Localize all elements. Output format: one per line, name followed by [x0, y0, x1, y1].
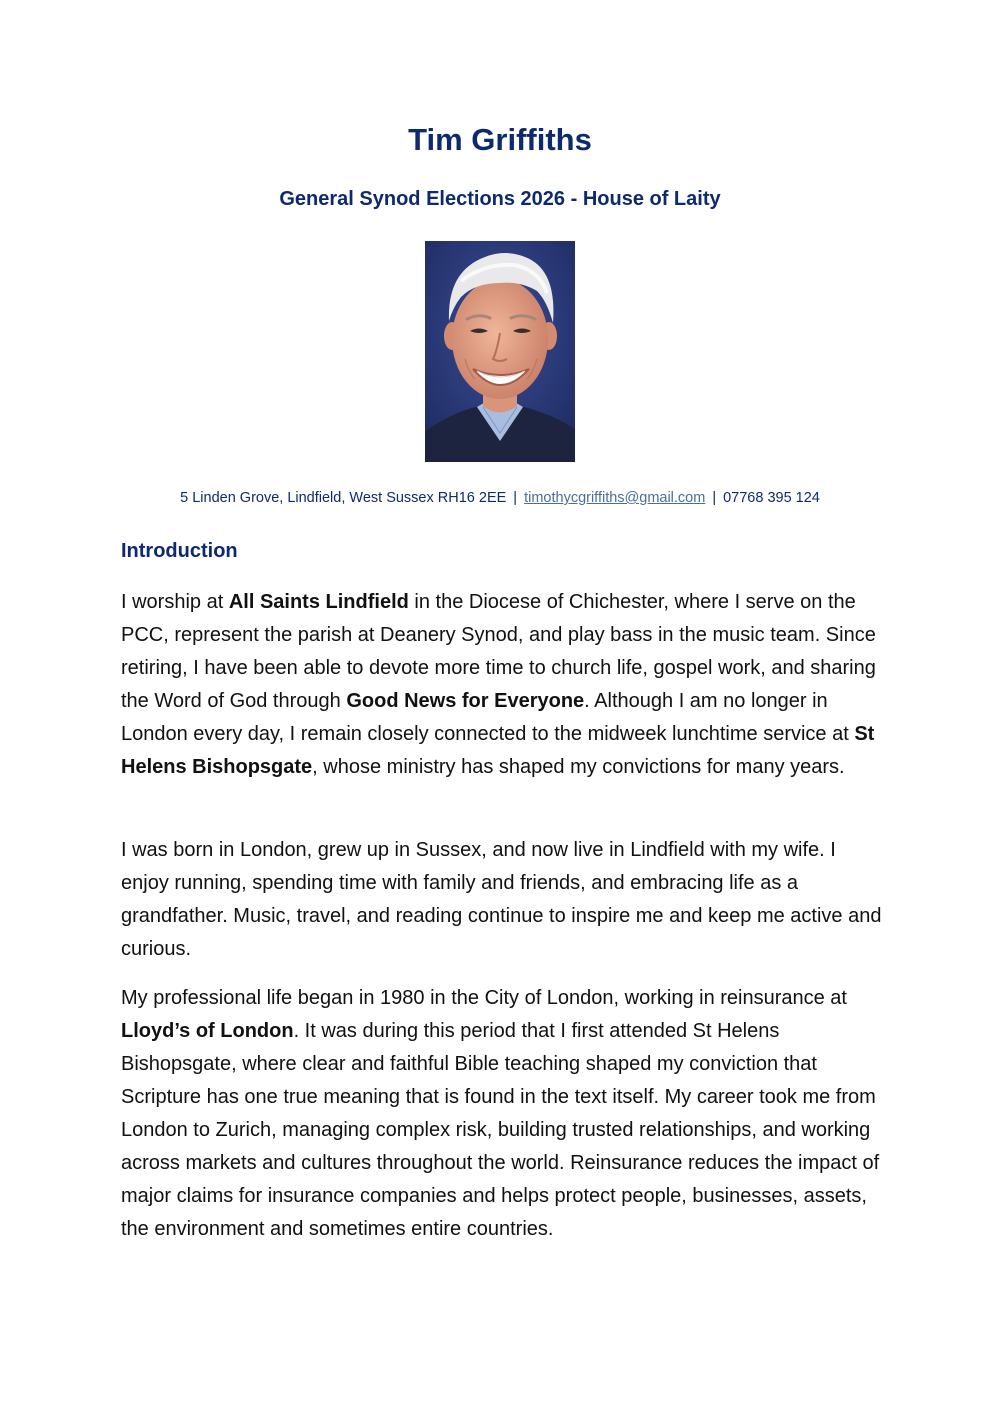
paragraph-text: My professional life began in 1980 in the City of London, working in reinsurance at — [121, 987, 847, 1009]
candidate-portrait — [425, 241, 575, 462]
church-name-emphasis: All Saints Lindfield — [228, 591, 409, 613]
introduction-paragraph-3 — [121, 982, 886, 1246]
phone-number: 07768 395 124 — [723, 490, 820, 506]
introduction-heading: Introduction — [121, 540, 238, 562]
introduction-paragraph-1 — [121, 586, 886, 784]
election-subtitle: General Synod Elections 2026 - House of Laity — [279, 188, 721, 210]
paragraph-text: , whose ministry has shaped my convictions for many years. — [312, 756, 845, 778]
contact-line — [0, 488, 1000, 508]
paragraph-text: . It was during this period that I first attended St Helens Bishopsgate, where clear and faithful Bible teaching shaped my conviction that Scripture has one true meaning that is found in the text itself. My career took me from London to Zurich, managing complex risk, building trusted relationships, and working across markets and cultures throughout the world. Reinsurance reduces the impact of major claims for insurance companies and helps protect people, businesses, assets, the environment and sometimes entire countries. — [121, 1020, 880, 1240]
email-link[interactable]: timothycgriffiths@gmail.com — [524, 490, 706, 506]
candidate-name: Tim Griffiths — [408, 122, 592, 157]
church-name-emphasis: St Helens Bishopsgate — [121, 723, 875, 778]
employer-name-emphasis: Lloyd’s of London — [121, 1020, 294, 1042]
paragraph-text: I worship at — [121, 591, 229, 613]
contact-separator: | — [712, 490, 717, 506]
paragraph-text: in the Diocese of Chichester, where I serve on the PCC, represent the parish at Deanery Synod, and play bass in the music team. Since retiring, I have been able to devote more time to church life, gospel work, and sharing the Word of God through — [121, 591, 876, 712]
paragraph-text: . Although I am no longer in London every day, I remain closely connected to the midweek lunchtime service at — [121, 690, 855, 745]
ministry-name-emphasis: Good News for Everyone — [346, 690, 585, 712]
contact-separator: | — [513, 490, 518, 506]
postal-address: 5 Linden Grove, Lindfield, West Sussex RH16 2EE — [180, 490, 507, 506]
introduction-paragraph-2: I was born in London, grew up in Sussex, and now live in Lindfield with my wife. I enjoy running, spending time with family and friends, and embracing life as a grandfather. Music, travel, and reading continue to inspire me and keep me active and curious. — [121, 839, 882, 960]
